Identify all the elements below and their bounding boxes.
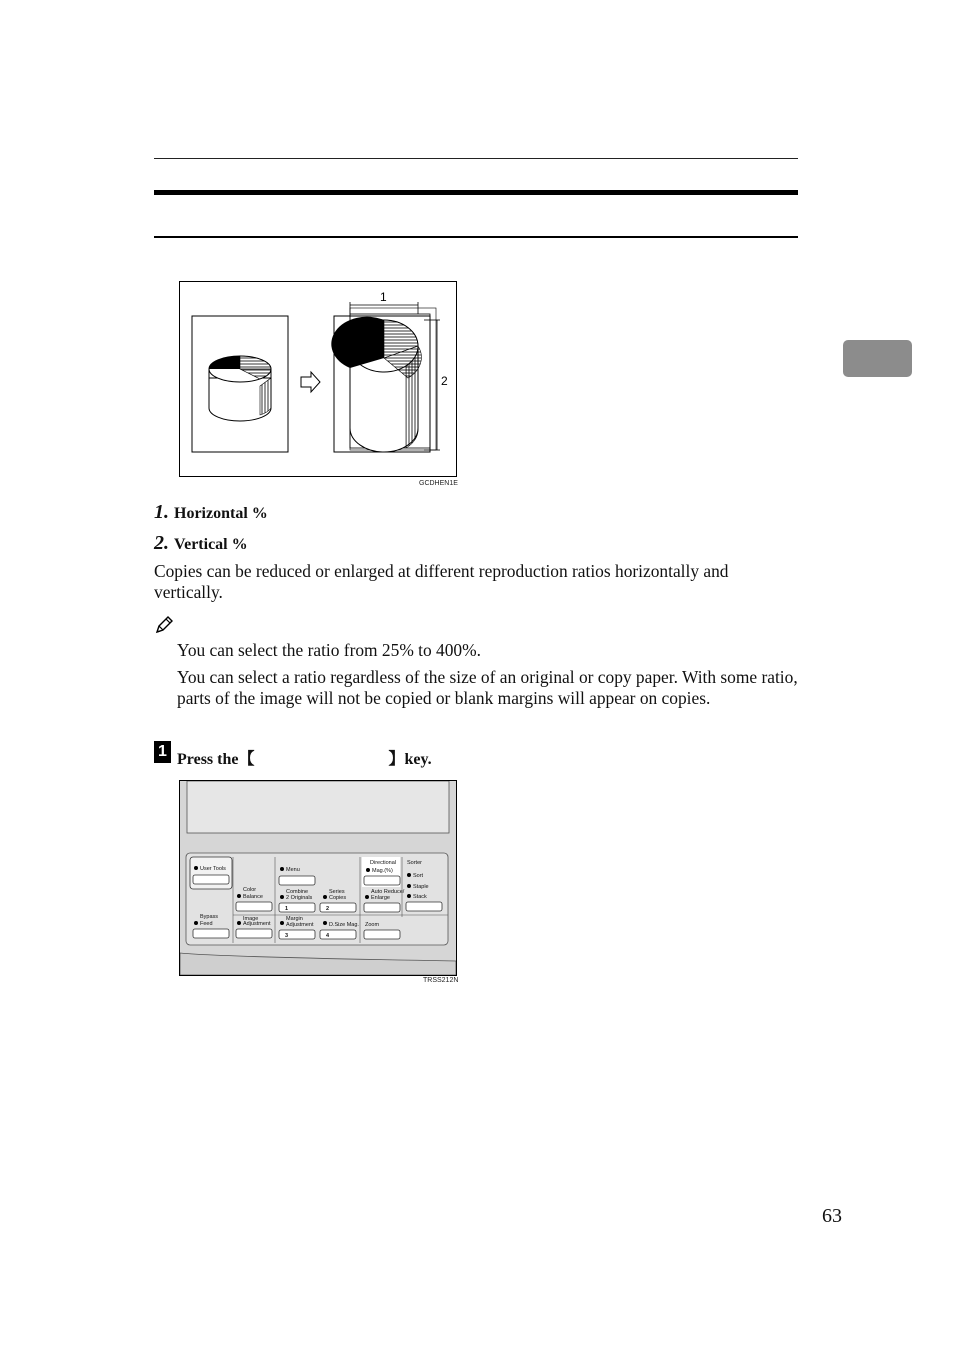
color-balance-button[interactable] — [236, 902, 272, 911]
close-bracket: 】 — [388, 751, 405, 768]
label-user-tools: User Tools — [200, 866, 226, 872]
label-adjustment: Adjustment — [243, 921, 271, 927]
item-number: 2. — [154, 532, 169, 554]
callout-2: 2 — [441, 374, 448, 388]
chapter-tab-marker — [843, 340, 912, 377]
label-margin: Margin — [286, 916, 303, 922]
arrow-right-icon — [301, 372, 320, 392]
image-adjustment-button[interactable] — [236, 929, 272, 938]
item-label: Vertical % — [174, 536, 248, 553]
control-panel-illustration — [180, 781, 456, 975]
menu-button[interactable] — [279, 876, 315, 885]
panel-display — [187, 781, 449, 833]
open-bracket: 【 — [238, 751, 255, 768]
bypass-feed-button[interactable] — [193, 929, 229, 938]
label-copies: Copies — [329, 895, 347, 901]
original-pie-cylinder — [209, 356, 271, 421]
label-dsize-mag: D.Size Mag. — [329, 922, 359, 928]
header-rule-thick — [154, 190, 798, 195]
description-paragraph: Copies can be reduced or enlarged at different reproduction ratios horizontally and vertically. — [154, 561, 729, 602]
step-instruction — [177, 746, 432, 769]
label-menu: Menu — [286, 867, 300, 873]
auto-reduce-enlarge-button[interactable] — [364, 903, 400, 912]
sorter-button[interactable] — [406, 902, 442, 911]
label-mag-pct: Mag.(%) — [372, 868, 393, 874]
label-feed: Feed — [200, 921, 213, 927]
note-line-1: You can select the ratio from 25% to 400%. — [177, 640, 481, 660]
item-label: Horizontal % — [174, 505, 268, 522]
label-bypass: Bypass — [200, 914, 219, 920]
label-directional: Directional — [370, 860, 396, 866]
step-suffix: key. — [404, 751, 432, 768]
step-prefix: Press the — [177, 751, 239, 768]
panel-figure-code: TRSS212N — [423, 977, 459, 984]
label-sort: Sort — [413, 873, 424, 879]
label-enlarge: Enlarge — [371, 895, 390, 901]
key-4-label: 4 — [326, 933, 330, 939]
control-panel-figure — [179, 780, 457, 976]
callout-1: 1 — [380, 290, 387, 304]
directional-mag-button[interactable] — [364, 876, 400, 885]
header-rule-bottom — [154, 236, 798, 238]
step-number-badge: 1 — [154, 741, 171, 763]
label-auto-reduce: Auto Reduce/ — [371, 889, 405, 895]
label-zoom: Zoom — [365, 922, 380, 928]
figure-code: GCDHEN1E — [419, 480, 458, 487]
label-image: Image — [243, 916, 259, 922]
label-color: Color — [243, 887, 257, 893]
directional-mag-figure — [179, 281, 457, 477]
label-series: Series — [329, 889, 345, 895]
label-2-originals: 2 Originals — [286, 895, 313, 901]
directional-mag-illustration — [180, 282, 456, 476]
page-number: 63 — [822, 1205, 842, 1227]
item-horizontal — [154, 501, 268, 524]
item-number: 1. — [154, 501, 169, 523]
key-3-label: 3 — [285, 933, 289, 939]
label-combine: Combine — [286, 889, 309, 895]
label-staple: Staple — [413, 884, 429, 890]
item-vertical — [154, 532, 248, 555]
key-1-label: 1 — [285, 906, 289, 912]
user-tools-button[interactable] — [193, 875, 229, 884]
pencil-note-icon — [154, 615, 174, 635]
zoom-button[interactable] — [364, 930, 400, 939]
header-rule-thin — [154, 158, 798, 159]
label-balance: Balance — [243, 894, 263, 900]
note-line-2: You can select a ratio regardless of the size of an original or copy paper. With some ratio, parts of the image will not be copied or blank margins will appear on copies. — [177, 667, 798, 708]
label-stack: Stack — [413, 894, 427, 900]
key-2-label: 2 — [326, 906, 330, 912]
label-sorter: Sorter — [407, 860, 422, 866]
label-margin-adjustment: Adjustment — [286, 922, 314, 928]
